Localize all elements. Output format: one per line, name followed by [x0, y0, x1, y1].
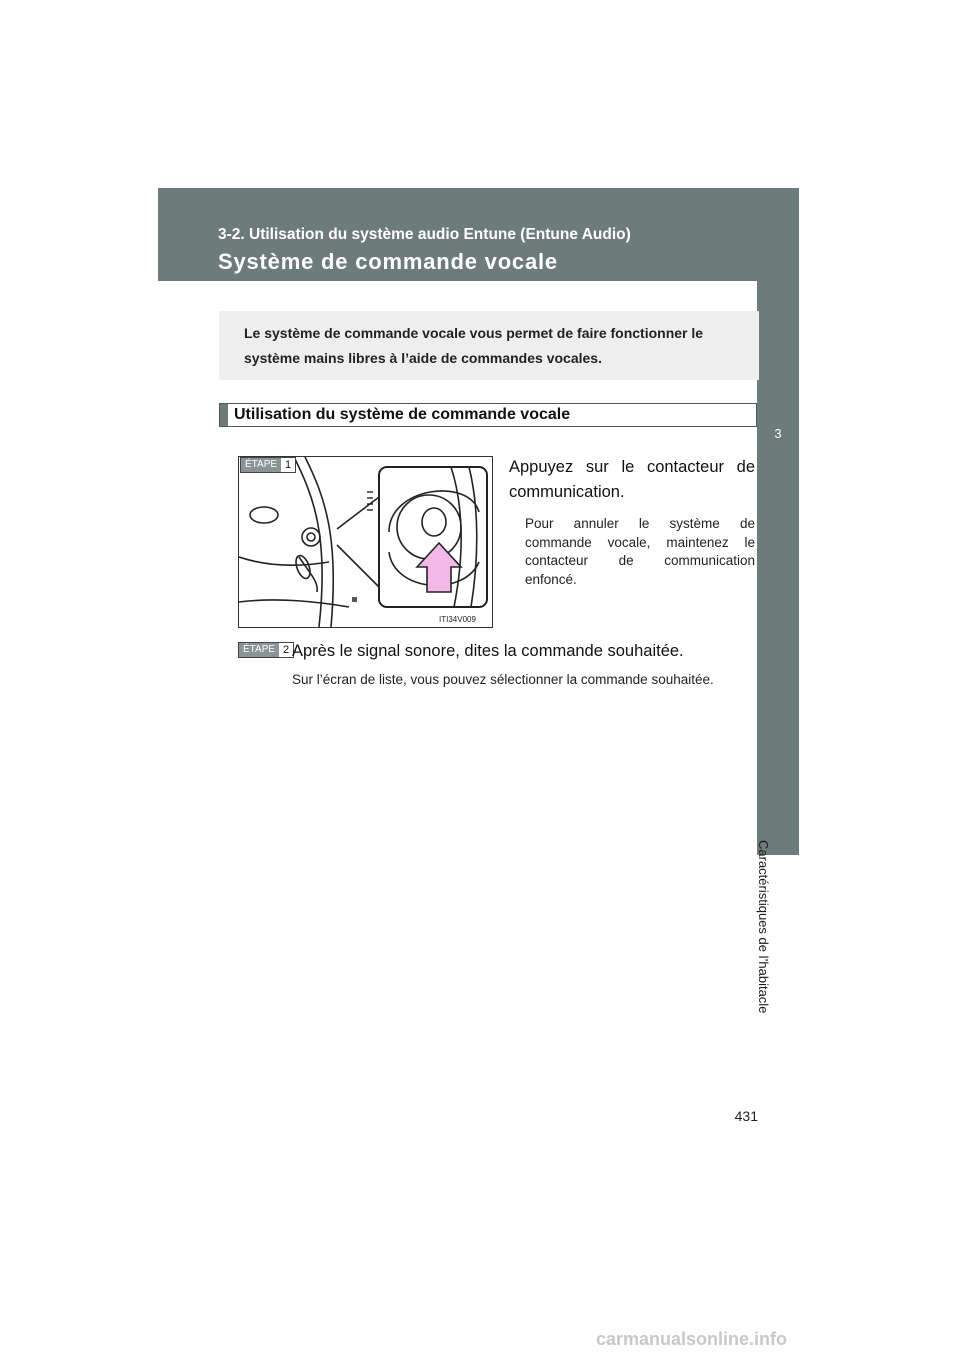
step-2-badge: [238, 642, 294, 658]
step-2-note: Sur l’écran de liste, vous pouvez sélectionner la commande souhaitée.: [292, 672, 714, 687]
chapter-label-container: [756, 640, 799, 1014]
step-1-number: 1: [285, 459, 292, 471]
steering-wheel-drawing: [239, 457, 492, 627]
section-subtitle: 3-2. Utilisation du système audio Entune (Entune Audio): [218, 226, 631, 243]
section-heading: [219, 403, 757, 427]
watermark: carmanualsonline.info: [596, 1329, 788, 1349]
section-title: Utilisation du système de commande vocale: [234, 406, 571, 423]
chapter-number: 3: [774, 426, 782, 441]
step-1-badge: [240, 457, 296, 473]
page-title: Système de commande vocale: [218, 249, 558, 274]
small-marker: [352, 597, 357, 602]
step-2-word: ÉTAPE: [239, 643, 279, 657]
step-2-text: Après le signal sonore, dites la commande souhaitée.: [292, 642, 684, 660]
step-2-number: 2: [283, 644, 290, 656]
page-number: 431: [734, 1108, 758, 1124]
header-band: [158, 188, 799, 281]
step-1-word: ÉTAPE: [241, 458, 281, 472]
section-accent: [220, 404, 228, 426]
intro-box: [219, 311, 759, 380]
intro-text: Le système de commande vocale vous permet de faire fonctionner le système mains libres à l’aide de commandes vocales.: [244, 325, 704, 366]
steering-wheel-illustration: [238, 456, 493, 628]
step-1-note: Pour annuler le système de commande vocale, maintenez le contacteur de communication enfoncé.: [525, 516, 755, 587]
figure-code: ITI34V009: [439, 615, 476, 624]
chapter-label: Caractéristiques de l’habitacle: [756, 840, 771, 1014]
step-1-text: Appuyez sur le contacteur de communication.: [509, 458, 755, 501]
